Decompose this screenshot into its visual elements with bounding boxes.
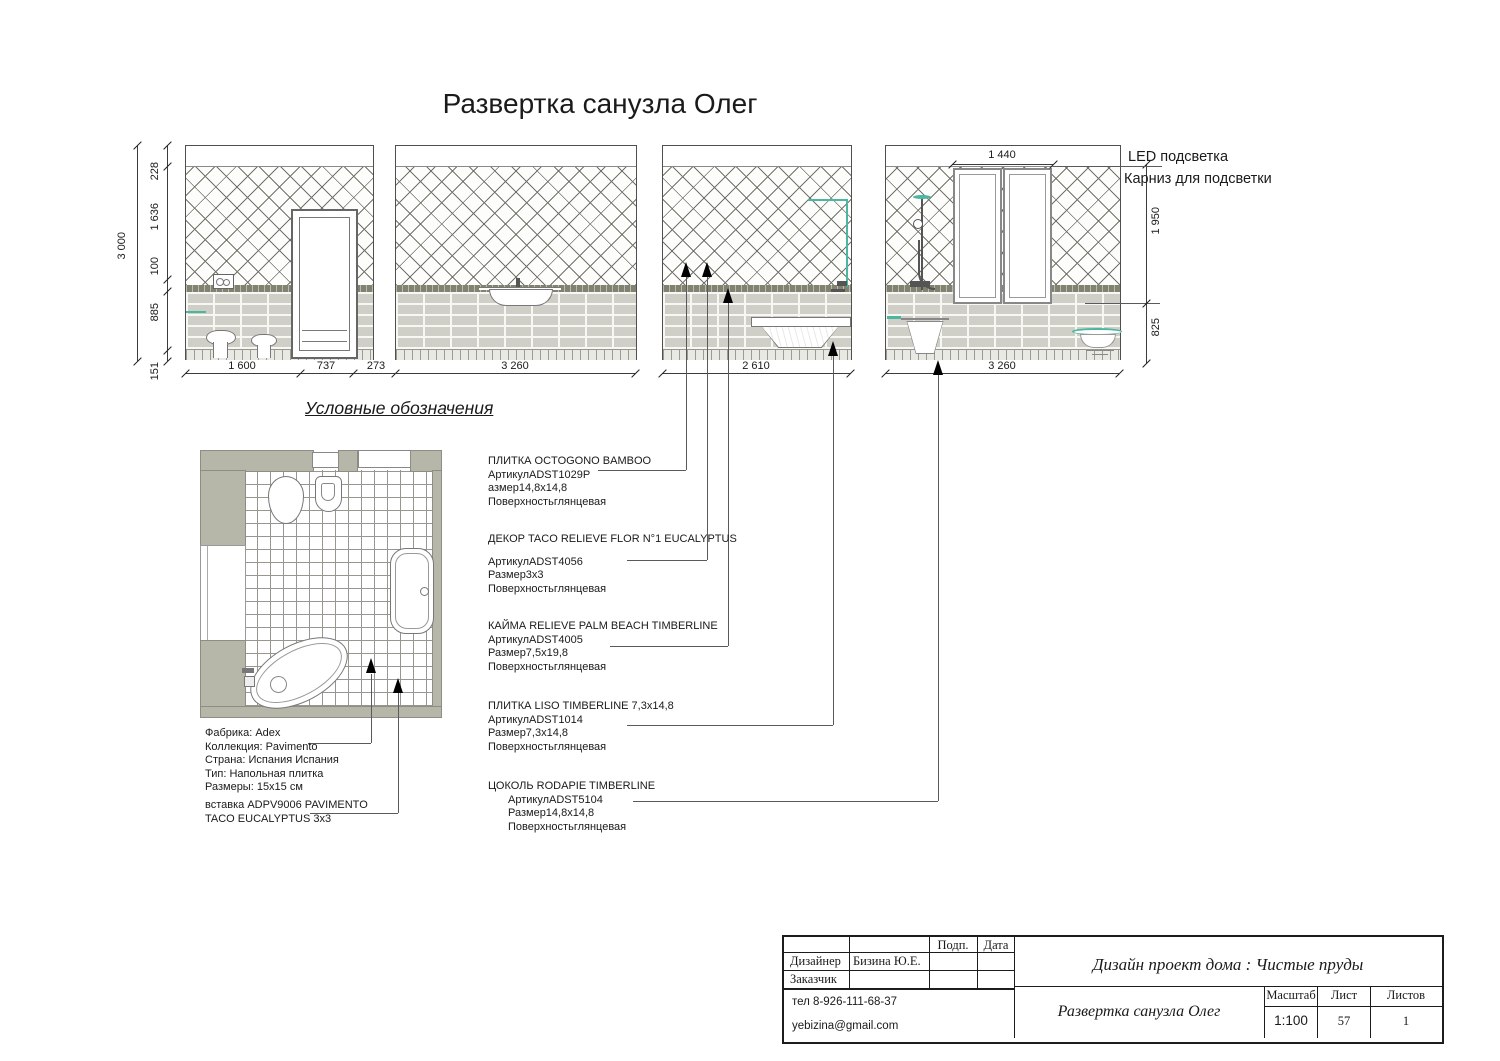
mirror-cabinet-left [953,168,1002,304]
floor-insert-info [205,799,368,826]
spec-line: КАЙМА RELIEVE PALM BEACH TIMBERLINE [488,620,718,632]
dim-label-e1-w3: 273 [366,360,386,372]
diamond-tile-pattern [396,167,636,285]
plan-tub-valve [244,676,255,687]
dim-line-segments [167,145,168,361]
spec-block-tsokol [488,780,655,834]
sink-stand-line [1092,354,1108,355]
dim-label-seg1: 228 [149,162,161,181]
sheet-number-value: 57 [1337,1014,1351,1028]
legend-heading: Условные обозначения [305,398,494,418]
leader-line [686,277,687,470]
shower-pipe-vertical [846,199,848,287]
dim-line-total-height [137,145,138,361]
cornice-note: Карниз для подсветки [1124,171,1272,187]
dim-label-e2-w: 3 260 [501,360,529,372]
floor-plan [200,450,440,716]
elevation-wall-4 [885,145,1121,360]
ceiling-strip [186,146,373,167]
dim-label-e4-h-lower: 825 [1150,318,1162,337]
date-column-header: Дата [983,938,1009,952]
email-text: yebizina@gmail.com [792,1020,899,1032]
plan-bathtub-drain [420,587,429,596]
dim-label-seg4: 885 [149,303,161,322]
plan-bidet-inner [321,483,335,501]
teal-sink-rim-inner [1074,330,1121,334]
title-block-line [849,937,850,989]
info-line: TACO EUCALYPTUS 3х3 [205,812,332,825]
info-line: вставка ADPV9006 PAVIMENTO [205,799,368,811]
spec-line: АртикулADST5104 [508,793,603,806]
info-line: Коллекция: Pavimento [205,740,318,753]
ceiling-strip [396,146,636,167]
leader-line [398,692,399,813]
sheet-number-label: Лист [1330,988,1358,1002]
title-block-line [784,952,1015,953]
title-block-line [1317,986,1318,1038]
tile-marker-arrow [366,658,376,673]
dim-line-e1-bottom [185,373,395,374]
pedestal-sink-rim [901,318,949,320]
info-line: Размеры: 15х15 см [205,781,303,793]
spec-block-decor-taco [488,533,737,596]
spec-line: Поверхностьглянцевая [508,820,627,833]
plinth-row [663,349,851,360]
title-block-line [784,988,1015,990]
spec-line: Размер14,8х14,8 [508,807,595,819]
title-block-line [1014,986,1442,987]
tile-marker-arrow [702,262,712,277]
dim-label-seg2: 1 636 [149,203,161,231]
shower-mixer [837,281,847,286]
tile-marker-arrow [681,262,691,277]
customer-label: Заказчик [790,972,837,986]
flush-plate [213,274,234,289]
ceiling-strip [663,146,851,167]
extension-line [1085,303,1160,304]
dim-label-e4-h-upper: 1 950 [1150,207,1162,235]
tile-marker-arrow [933,360,943,375]
elevation-wall-1 [185,145,374,360]
leader-line [707,277,708,560]
elevation-wall-2 [395,145,637,360]
towel-shelf [887,316,901,319]
sink-stand-line [1086,350,1114,351]
mirror-cabinet-inner [1009,174,1046,298]
title-block-line [929,937,930,989]
tile-marker-arrow [828,341,838,356]
spec-block-liso [488,700,674,754]
mirror-cabinet-right [1003,168,1052,304]
spec-line: АртикулADST1029P [488,468,591,481]
dim-label-seg5: 151 [149,362,161,381]
plan-door-leaf [358,450,412,468]
mirror-cabinet-inner [959,174,996,298]
door [291,209,358,359]
spec-block-octogono [488,455,651,509]
title-block [782,935,1444,1044]
dim-line-e4-top [952,164,1053,165]
title-block-line [1264,986,1265,1038]
dim-line-e2-bottom [395,373,635,374]
plinth-row [396,349,636,360]
flush-button [223,279,230,286]
dim-label-seg3: 100 [149,257,161,276]
plan-wall-bottom [200,706,442,718]
spec-line: АртикулADST4005 [488,633,583,646]
leader-line [833,356,834,725]
info-line: Фабрика: Adex [205,727,281,739]
plan-bathtub [390,548,434,634]
dim-label-e4-w: 3 260 [988,360,1016,372]
tile-marker-arrow [723,288,733,303]
spec-line: ДЕКОР TACO RELIEVE FLOR N°1 EUCALYPTUS [488,533,737,545]
wc-toilet-pedestal [213,342,228,358]
spec-line: Размер7,3х14,8 [488,727,569,739]
scale-value: 1:100 [1274,1013,1308,1028]
info-line: Страна: Испания Испания [205,754,339,766]
spec-line: Размер7,5х19,8 [488,647,569,659]
spec-line: Поверхностьглянцевая [488,740,607,753]
leader-line [938,374,939,801]
title-block-line [977,937,978,989]
spec-line: АртикулADST4056 [488,555,583,568]
shower-handset [913,219,923,229]
dim-label-e1-w1: 1 600 [228,360,256,372]
wall-sink [489,289,553,306]
plan-door-leaf [312,452,340,468]
dim-label-e4-top: 1 440 [988,149,1016,161]
diamond-tile-pattern [663,167,851,285]
plan-vanity-door-line [207,546,208,641]
sheet-count-value: 1 [1402,1014,1410,1028]
designer-label: Дизайнер [790,954,841,968]
spec-line: азмер14,8х14,8 [488,482,568,494]
shower-valve [910,281,930,287]
title-block-line [1370,986,1371,1038]
shower-pipe-horizontal [808,199,848,201]
plan-wall-top-right [410,450,442,472]
spec-line: ЦОКОЛЬ RODAPIE TIMBERLINE [488,780,656,792]
dim-line-e3-bottom [662,373,850,374]
leader-line [371,674,372,743]
door-line [302,341,347,342]
door-line [302,330,347,331]
spec-block-kayma [488,620,718,674]
extension-line [1053,166,1162,167]
sink-faucet [516,278,520,287]
sheet-count-label: Листов [1386,988,1426,1002]
spec-line: Поверхностьглянцевая [488,495,607,508]
plan-tub-faucet [242,668,254,673]
info-line: Тип: Напольная плитка [205,767,324,780]
spec-line: ПЛИТКА LISO TIMBERLINE 7,3х14,8 [488,700,674,712]
leader-line [633,801,938,802]
signature-column-header: Подп. [937,938,969,952]
border-band [663,285,851,292]
spec-line: Поверхностьглянцевая [488,660,607,673]
bidet-pedestal [257,345,271,358]
dim-line-e4-bottom [885,373,1119,374]
spec-line: Размер3х3 [488,569,544,581]
led-note: LED подсветка [1128,149,1229,165]
page-title: Развертка санузла Олег [442,88,758,119]
elevation-wall-3 [662,145,852,360]
floor-tile-info [205,727,339,795]
dim-line-e4-right [1146,164,1147,363]
title-block-line [1264,1006,1442,1007]
sheet-title: Развертка санузла Олег [1057,1003,1221,1020]
dim-label-e3-w: 2 610 [742,360,770,372]
spec-line: АртикулADST1014 [488,713,583,726]
towel-shelf [186,311,206,313]
designer-name: Бизина Ю.Е. [853,954,921,968]
plan-wall-top-left [200,450,314,472]
title-block-line [784,970,1015,971]
plan-wall-left-lower [200,640,246,708]
shower-valve [831,289,845,292]
scale-label: Масштаб [1266,988,1316,1002]
phone-text: тел 8-926-111-68-37 [792,996,898,1008]
project-title: Дизайн проект дома : Чистые пруды [1092,955,1364,974]
plan-wall-left-upper [200,470,246,547]
plan-wall-pier [338,450,358,472]
spec-line: ПЛИТКА OCTOGONO BAMBOO [488,455,652,467]
tile-marker-arrow [393,678,403,693]
spec-line: Поверхностьглянцевая [488,582,607,595]
plan-vanity-cabinet [200,545,246,642]
plan-bidet [315,476,342,512]
bathtub-rim [751,317,851,327]
dim-label-e1-w2: 737 [316,360,336,372]
dim-label-total-height: 3 000 [116,232,128,260]
